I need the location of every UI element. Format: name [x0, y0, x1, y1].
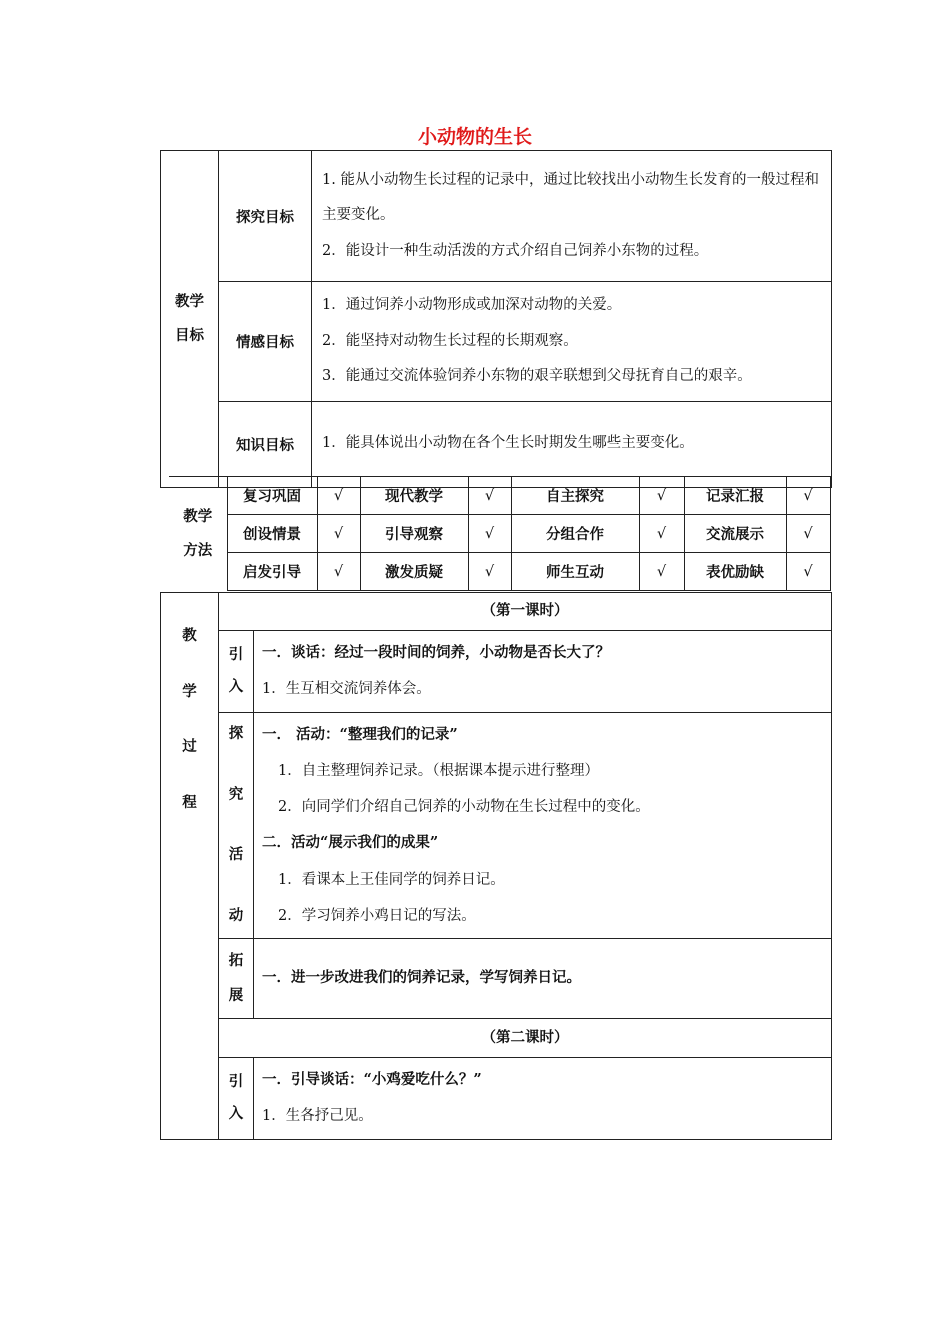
process-table	[160, 592, 832, 1140]
method-check: √	[468, 515, 511, 553]
objective-content-emotion: 1．通过饲养小动物形成或加深对动物的关爱。 2．能坚持对动物生长过程的长期观察。 3．能通过交流体验饲养小东物的艰辛联想到父母抚育自己的艰辛。	[312, 282, 832, 402]
method-name: 现代教学	[360, 477, 468, 515]
method-name: 师生互动	[511, 553, 639, 591]
lesson1-intro-content: 一．谈话：经过一段时间的饲养，小动物是否长大了？ 1．生互相交流饲养体会。	[254, 631, 832, 713]
objective-content-explore: 1. 能从小动物生长过程的记录中，通过比较找出小动物生长发育的一般过程和主要变化。 2．能设计一种生动活泼的方式介绍自己饲养小东物的过程。	[312, 151, 832, 282]
lesson2-intro-label: 引 入	[219, 1058, 254, 1140]
method-check: √	[639, 515, 684, 553]
objectives-label: 教学 目标	[161, 151, 219, 488]
method-check: √	[786, 477, 830, 515]
lesson1-caption: （第一课时）	[219, 593, 832, 631]
method-name: 交流展示	[684, 515, 786, 553]
process-label: 教 学 过 程	[161, 593, 219, 1140]
method-check: √	[468, 477, 511, 515]
method-name: 表优励缺	[684, 553, 786, 591]
objective-label-emotion: 情感目标	[219, 282, 312, 402]
methods-label: 教学 方法	[169, 477, 227, 591]
objectives-table	[160, 150, 832, 488]
method-check: √	[639, 553, 684, 591]
lesson2-intro-content: 一．引导谈话：“小鸡爱吃什么？” 1．生各抒己见。	[254, 1058, 832, 1140]
method-name: 激发质疑	[360, 553, 468, 591]
document-title: 小动物的生长	[417, 126, 532, 148]
objective-label-explore: 探究目标	[219, 151, 312, 282]
methods-table	[169, 476, 831, 591]
lesson1-extend-content: 一．进一步改进我们的饲养记录，学写饲养日记。	[254, 939, 832, 1019]
method-name: 引导观察	[360, 515, 468, 553]
objective-label-knowledge: 知识目标	[219, 401, 312, 487]
method-check: √	[317, 515, 360, 553]
method-check: √	[317, 553, 360, 591]
method-name: 自主探究	[511, 477, 639, 515]
method-check: √	[468, 553, 511, 591]
method-name: 分组合作	[511, 515, 639, 553]
method-check: √	[786, 515, 830, 553]
lesson1-extend-label: 拓 展	[219, 939, 254, 1019]
method-check: √	[786, 553, 830, 591]
method-name: 记录汇报	[684, 477, 786, 515]
method-name: 启发引导	[227, 553, 317, 591]
lesson1-explore-label: 探 究 活 动	[219, 712, 254, 939]
method-name: 复习巩固	[227, 477, 317, 515]
lesson1-intro-label: 引 入	[219, 631, 254, 713]
lesson2-caption: （第二课时）	[219, 1019, 832, 1058]
objective-content-knowledge: 1．能具体说出小动物在各个生长时期发生哪些主要变化。	[312, 401, 832, 487]
method-check: √	[639, 477, 684, 515]
lesson1-explore-content: 一． 活动：“整理我们的记录” 1．自主整理饲养记录。（根据课本提示进行整理） 2．向同学们介绍自己饲养的小动物在生长过程中的变化。 二．活动“展示我们的成果” 1．看课本上王佳同学的饲养日记。 2．学习饲养小鸡日记的写法。	[254, 712, 832, 939]
method-name: 创设情景	[227, 515, 317, 553]
method-check: √	[317, 477, 360, 515]
